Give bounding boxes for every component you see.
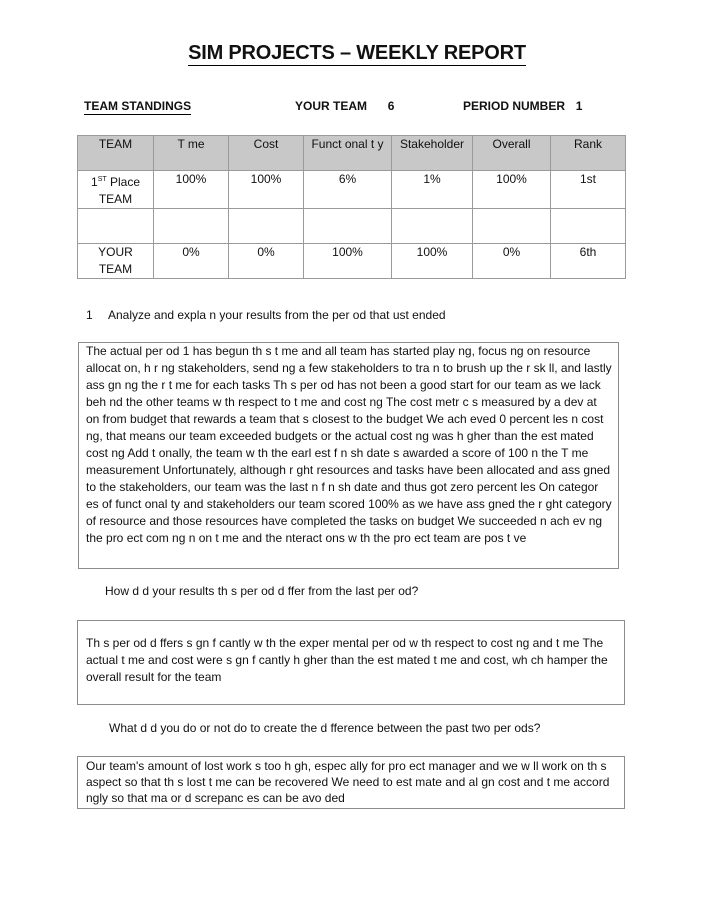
header-rank: Rank bbox=[551, 136, 626, 171]
header-stakeholder: Stakeholder bbox=[392, 136, 473, 171]
cell-functionality bbox=[304, 209, 392, 244]
question-2-text: How d d your results th s per od d ffer from the last per od? bbox=[105, 584, 419, 598]
cell-stakeholder bbox=[392, 209, 473, 244]
header-time: T me bbox=[154, 136, 229, 171]
period-number-label: PERIOD NUMBER bbox=[463, 99, 566, 113]
question-1-number: 1 bbox=[86, 308, 93, 322]
team-standings-label: TEAM STANDINGS bbox=[84, 99, 192, 113]
report-title bbox=[0, 42, 714, 65]
cell-team-rest: Place TEAM bbox=[98, 175, 140, 206]
cell-team: YOUR TEAM bbox=[78, 244, 154, 279]
cell-functionality: 6% bbox=[304, 171, 392, 209]
cell-overall: 0% bbox=[473, 244, 551, 279]
cell-team bbox=[78, 171, 154, 209]
cell-cost: 0% bbox=[229, 244, 304, 279]
cell-time bbox=[154, 209, 229, 244]
cell-rank: 1st bbox=[551, 171, 626, 209]
cell-overall: 100% bbox=[473, 171, 551, 209]
cell-overall bbox=[473, 209, 551, 244]
question-1-text: Analyze and expla n your results from the per od that ust ended bbox=[108, 308, 446, 322]
question-3-text: What d d you do or not do to create the d fference between the past two per ods? bbox=[109, 721, 541, 735]
cell-rank: 6th bbox=[551, 244, 626, 279]
cell-team bbox=[78, 209, 154, 244]
cell-cost bbox=[229, 209, 304, 244]
cell-team-main: 1 bbox=[91, 175, 98, 189]
header-cost: Cost bbox=[229, 136, 304, 171]
cell-time: 0% bbox=[154, 244, 229, 279]
question-1 bbox=[86, 308, 446, 322]
your-team-field bbox=[295, 99, 394, 113]
cell-rank bbox=[551, 209, 626, 244]
report-title-text: SIM PROJECTS – WEEKLY REPORT bbox=[188, 42, 526, 64]
table-header-row bbox=[78, 136, 626, 171]
answer-3-box[interactable]: Our team's amount of lost work s too h gh, espec ally for pro ect manager and we w ll work on th s aspect so that th s lost t me can be recovered We need to est mate and al gn cost and t me accord ngly so that ma or d screpanc es can be avo ded bbox=[77, 756, 625, 809]
cell-stakeholder: 1% bbox=[392, 171, 473, 209]
table-row bbox=[78, 171, 626, 209]
cell-functionality: 100% bbox=[304, 244, 392, 279]
period-number-value: 1 bbox=[575, 99, 583, 113]
period-number-field bbox=[463, 99, 582, 113]
table-row bbox=[78, 209, 626, 244]
table-row bbox=[78, 244, 626, 279]
your-team-label: YOUR TEAM bbox=[295, 99, 367, 113]
header-team: TEAM bbox=[78, 136, 154, 171]
cell-cost: 100% bbox=[229, 171, 304, 209]
answer-2-box[interactable]: Th s per od d ffers s gn f cantly w th the exper mental per od w th respect to cost ng and t me The actual t me and cost were s gn f cantly h gher than the est mated t me and cost, wh ch hamper the overall result for the team bbox=[77, 620, 625, 705]
header-overall: Overall bbox=[473, 136, 551, 171]
cell-team-sup: ST bbox=[97, 176, 107, 183]
header-functionality: Funct onal t y bbox=[304, 136, 392, 171]
standings-table bbox=[77, 135, 626, 279]
cell-time: 100% bbox=[154, 171, 229, 209]
your-team-value: 6 bbox=[387, 99, 395, 113]
answer-1-box[interactable]: The actual per od 1 has begun th s t me and all team has started play ng, focus ng on resource allocat on, h r ng stakeholders, send ng a few stakeholders to tra n to brush up the r sk ll, and lastly ass gn ng the r t me for each tasks Th s per od has not been a good start for our team as we lack beh nd the other teams w th respect to t me and cost ng The cost metr c s measured by a dev at on from budget that rewards a team that s closest to the budget We ach eved 0 percent les n cost ng, that means our team exceeded budgets or the actual cost ng was h gher than the est mated cost ng Add t onally, the team w th the earl est f n sh date s awarded a score of 100 n the T me measurement Unfortunately, although r ght resources and tasks have been allocated and ass gned to the stakeholders, our team was the last n f n sh date and thus got zero percent les On categor es of funct onal ty and stakeholders our team scored 100% as we have ass gned the r ght category of resource and those resources have completed the tasks on budget We succeeded n ach ev ng the pro ect com ng n on t me and the nteract ons w th the pro ect team are pos t ve bbox=[78, 342, 619, 569]
cell-stakeholder: 100% bbox=[392, 244, 473, 279]
